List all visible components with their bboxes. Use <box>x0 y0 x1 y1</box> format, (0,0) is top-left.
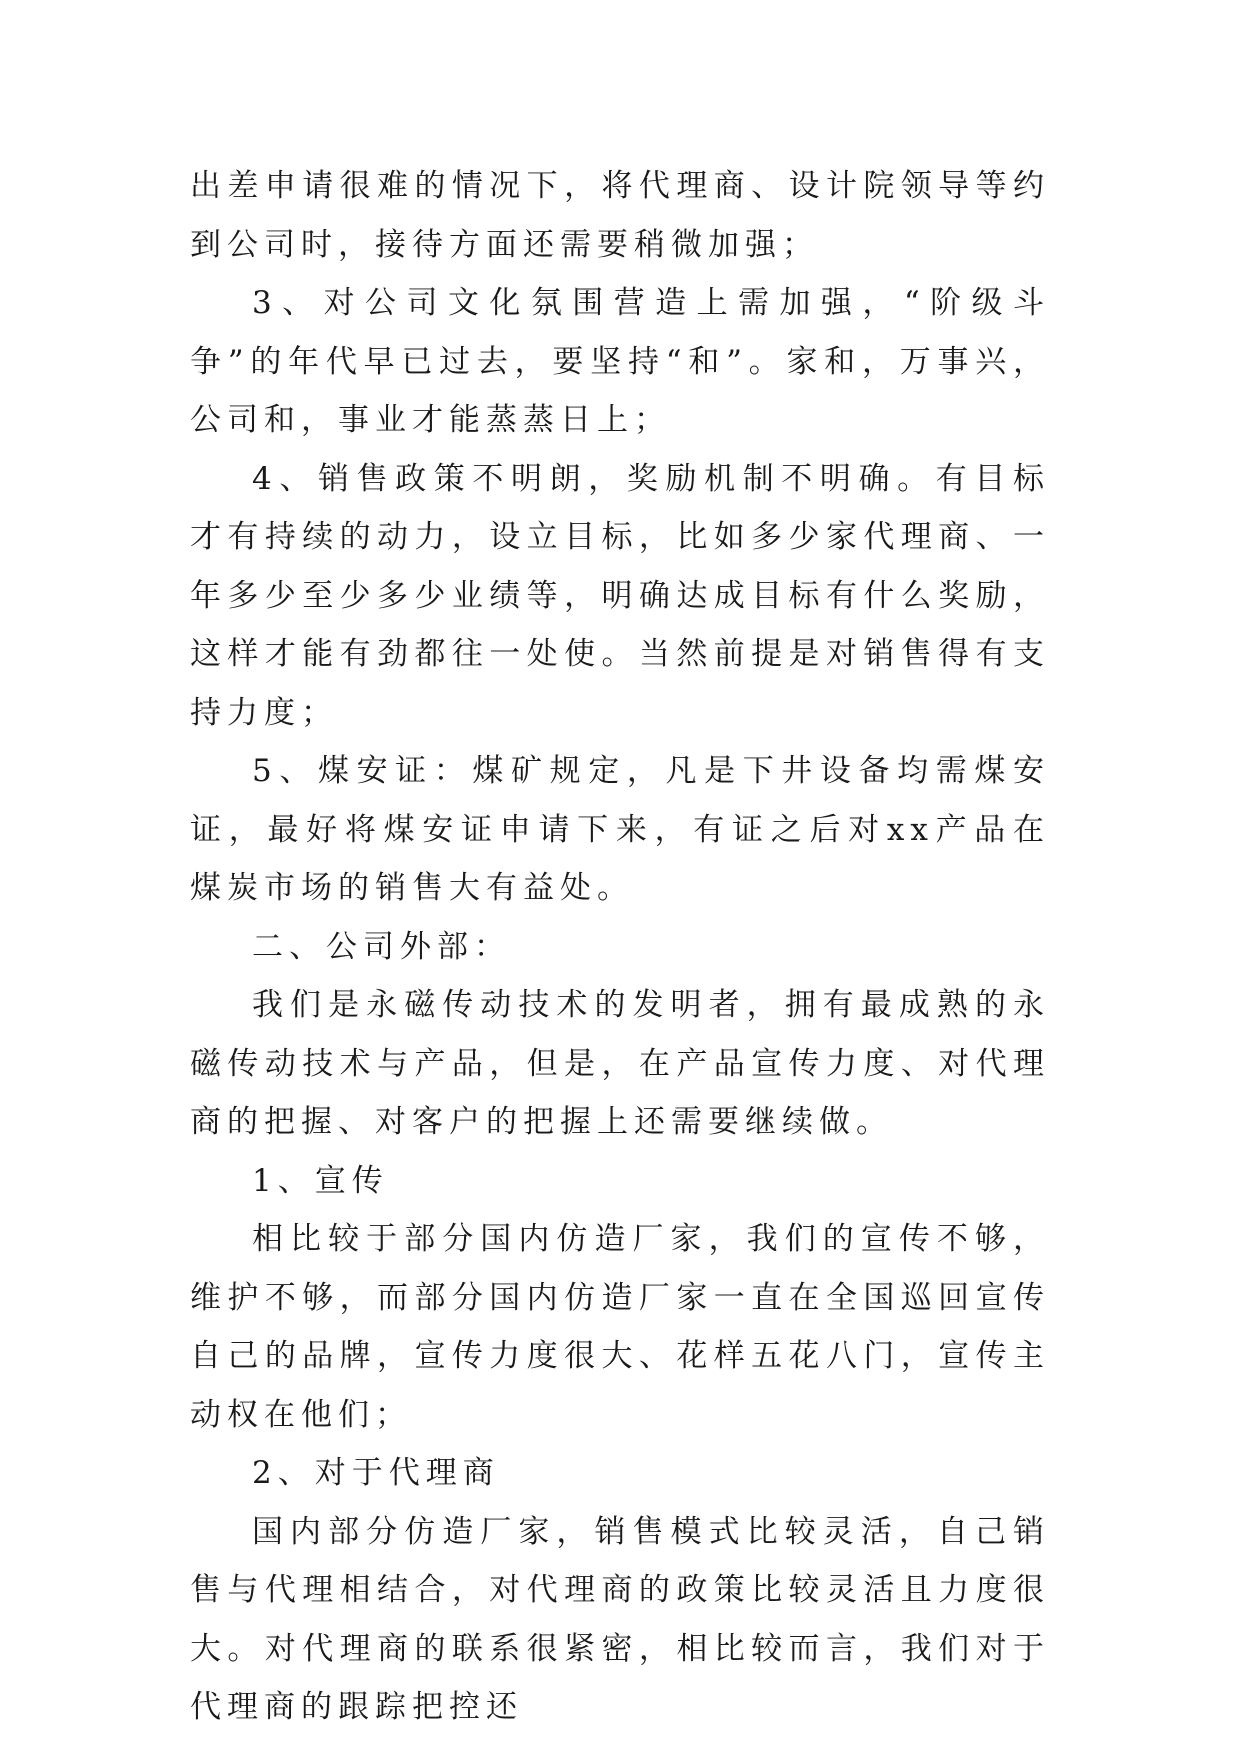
paragraph: 我们是永磁传动技术的发明者，拥有最成熟的永磁传动技术与产品，但是，在产品宣传力度、对代理商的把握、对客户的把握上还需要继续做。 <box>190 987 1050 1140</box>
paragraph: 国内部分仿造厂家，销售模式比较灵活，自己销售与代理相结合，对代理商的政策比较灵活且力度很大。对代理商的联系很紧密，相比较而言，我们对于代理商的跟踪把控还 <box>190 1513 1050 1725</box>
paragraph: 4、销售政策不明朗，奖励机制不明确。有目标才有持续的动力，设立目标，比如多少家代理商、一年多少至少多少业绩等，明确达成目标有什么奖励，这样才能有劲都往一处使。当然前提是对销售得有支持力度； <box>190 460 1050 731</box>
paragraph: 相比较于部分国内仿造厂家，我们的宣传不够，维护不够，而部分国内仿造厂家一直在全国巡回宣传自己的品牌，宣传力度很大、花样五花八门，宣传主动权在他们； <box>190 1221 1050 1433</box>
document-body <box>190 157 1050 1737</box>
subsection-heading: 1、宣传 <box>252 1162 389 1199</box>
paragraph: 3、对公司文化氛围营造上需加强，“阶级斗争”的年代早已过去，要坚持“和”。家和，万事兴，公司和，事业才能蒸蒸日上； <box>190 285 1050 438</box>
section-heading: 二、公司外部： <box>252 928 511 965</box>
paragraph: 出差申请很难的情况下，将代理商、设计院领导等约到公司时，接待方面还需要稍微加强； <box>190 168 1050 263</box>
paragraph: 5、煤安证：煤矿规定，凡是下井设备均需煤安证，最好将煤安证申请下来，有证之后对xx产品在煤炭市场的销售大有益处。 <box>190 753 1050 906</box>
subsection-heading: 2、对于代理商 <box>252 1455 500 1491</box>
